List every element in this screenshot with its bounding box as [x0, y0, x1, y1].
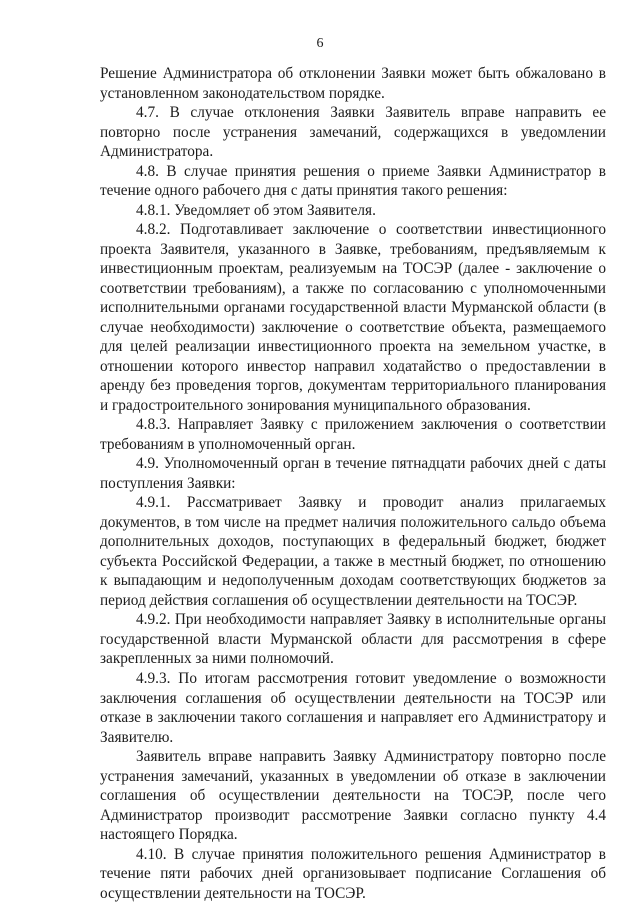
- text-line: к выпадающим и недополученным доходам соответствующих бюджетов за: [100, 572, 606, 590]
- text-line: устранения замечаний, указанных в уведомлении об отказе в заключении: [100, 767, 606, 785]
- page-number: 6: [316, 36, 324, 51]
- paragraph-4-9-1: [100, 493, 606, 610]
- paragraph-4-9: [100, 454, 606, 493]
- paragraph-4-9-2: [100, 610, 606, 669]
- text-line: соответствии требованиям), а также по согласованию с уполномоченными: [100, 279, 606, 297]
- text-line: поступления Заявки:: [100, 474, 236, 492]
- text-line: отказе в заключении такого соглашения и направляет его Администратору и: [100, 709, 606, 727]
- text-line: установленном законодательством порядке.: [100, 84, 385, 102]
- text-line: инвестиционным проектам, реализуемым на ТОСЭР (далее - заключение о: [100, 260, 606, 278]
- text-line: 4.9.1. Рассматривает Заявку и проводит анализ прилагаемых: [136, 494, 606, 512]
- text-line: требованиям в уполномоченный орган.: [100, 435, 356, 453]
- paragraph-4-8: [100, 162, 606, 201]
- text-line: Администратора.: [100, 143, 214, 161]
- text-line: для целей реализации инвестиционного проекта на земельном участке, в: [100, 338, 606, 356]
- text-line: период действия соглашения об осуществлении деятельности на ТОСЭР.: [100, 591, 578, 609]
- text-line: Администратор производит рассмотрение Заявки согласно пункту 4.4: [100, 806, 606, 824]
- text-line: случае необходимости) заключение о соответствие объекта, размещаемого: [100, 318, 606, 336]
- text-line: 4.8. В случае принятия решения о приеме Заявки Администратор в: [136, 162, 606, 180]
- text-line: государственной власти Мурманской области для рассмотрения в сфере: [100, 630, 606, 648]
- paragraph-4-8-2: [100, 220, 606, 415]
- text-line: 4.7. В случае отклонения Заявки Заявитель вправе направить ее: [136, 104, 606, 122]
- paragraph-4-7: [100, 103, 606, 162]
- text-line: 4.8.1. Уведомляет об этом Заявителя.: [136, 201, 376, 219]
- text-line: 4.9.3. По итогам рассмотрения готовит уведомление о возможности: [136, 669, 606, 687]
- text-line: 4.8.3. Направляет Заявку с приложением заключения о соответствии: [136, 416, 606, 434]
- text-line: проекта Заявителя, указанного в Заявке, требованиям, предъявляемым к: [100, 240, 606, 258]
- paragraph-decision-appeal: [100, 64, 606, 103]
- text-line: аренду без проведения торгов, документам территориального планирования: [100, 377, 606, 395]
- text-line: отношении которого инвестор направил ходатайство о предоставлении в: [100, 357, 606, 375]
- text-line: Решение Администратора об отклонении Заявки может быть обжаловано в: [100, 65, 606, 82]
- text-line: закрепленных за ними полномочий.: [100, 650, 334, 668]
- text-line: 4.9.2. При необходимости направляет Заявку в исполнительные органы: [136, 611, 606, 629]
- text-line: течение пяти рабочих дней организовывает подписание Соглашения об: [100, 865, 606, 883]
- text-line: Заявитель вправе направить Заявку Администратору повторно после: [136, 748, 606, 766]
- paragraph-4-8-3: [100, 415, 606, 454]
- text-line: заключения соглашения об осуществлении деятельности на ТОСЭР или: [100, 689, 606, 707]
- text-line: и градостроительного зонирования муниципального образования.: [100, 396, 531, 414]
- text-line: повторно после устранения замечаний, содержащихся в уведомлении: [100, 123, 606, 141]
- document-body: [100, 64, 606, 903]
- text-line: осуществлении деятельности на ТОСЭР.: [100, 884, 366, 902]
- text-line: субъекта Российской Федерации, а также в местный бюджет, по отношению: [100, 552, 606, 570]
- paragraph-4-8-1: [100, 201, 606, 221]
- text-line: 4.8.2. Подготавливает заключение о соответствии инвестиционного: [136, 221, 606, 239]
- text-line: дополнительных доходов, поступающих в федеральный бюджет, бюджет: [100, 533, 606, 551]
- text-line: настоящего Порядка.: [100, 826, 238, 844]
- paragraph-4-9-3: [100, 669, 606, 747]
- text-line: 4.9. Уполномоченный орган в течение пятнадцати рабочих дней с даты: [136, 455, 606, 473]
- text-line: соглашения об осуществлении деятельности на ТОСЭР, после чего: [100, 787, 606, 805]
- text-line: 4.10. В случае принятия положительного решения Администратор в: [136, 845, 606, 863]
- text-line: течение одного рабочего дня с даты принятия такого решения:: [100, 182, 508, 200]
- paragraph-resubmission: [100, 747, 606, 845]
- text-line: документов, в том числе на предмет наличия положительного сальдо объема: [100, 513, 606, 531]
- text-line: исполнительными органами государственной власти Мурманской области (в: [100, 299, 606, 317]
- paragraph-4-10: [100, 845, 606, 904]
- text-line: Заявителю.: [100, 728, 174, 746]
